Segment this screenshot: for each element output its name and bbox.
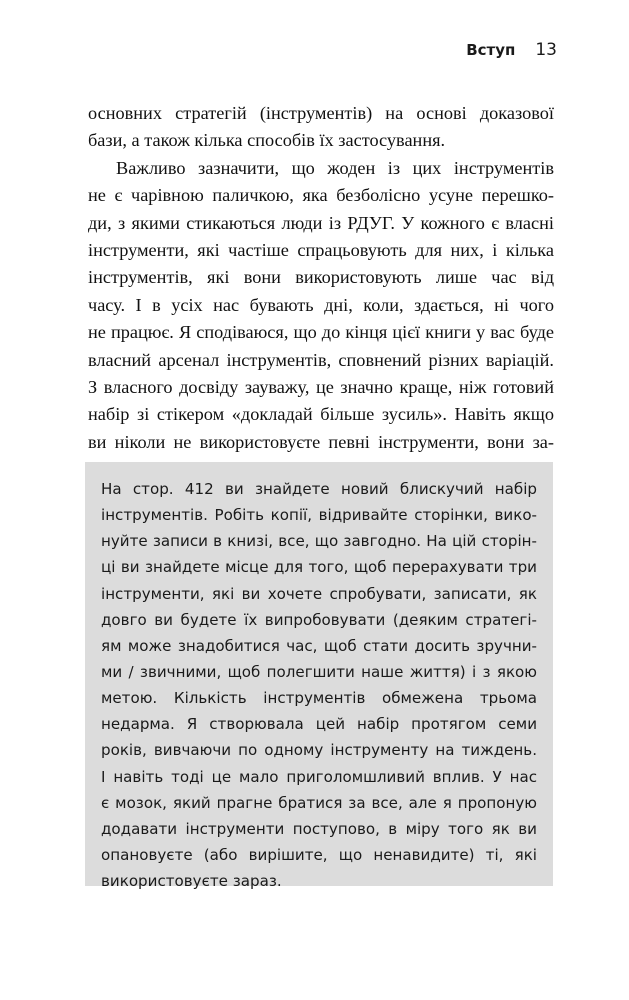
note-line: опановуєте (або вирішите, що ненавидите) ті, які [101,845,537,864]
note-line: довго ви будете їх випробовувати (деяким стратегі- [101,610,537,629]
note-line: використовуєте зараз. [101,872,282,891]
note-line: ми / звичними, щоб полегшити наше життя) і з якою [101,662,537,681]
note-text [101,476,537,894]
note-line: є мозок, який прагне братися за все, але я пропоную [101,793,537,812]
paragraph [88,100,554,155]
text-line: основних стратегій (інструментів) на основі доказової [88,103,554,123]
text-line: не працює. Я сподіваюся, що до кінця цієї книги у вас буде [88,322,554,343]
running-header [466,40,557,60]
text-line: З власного досвіду зауважу, це значно краще, ніж готовий [88,376,554,397]
text-line: ви ніколи не використовуєте певні інструменти, вони за- [88,431,554,452]
paragraph [88,155,554,484]
note-line: додавати інструменти поступово, в міру того як ви [101,819,537,838]
note-line: На стор. 412 ви знайдете новий блискучий набір [101,480,537,498]
note-line: інструментів. Робіть копії, відривайте сторінки, вико- [101,506,537,525]
note-line: інструменти, які ви хочете спробувати, записати, як [101,584,537,603]
note-line: ці ви знайдете місце для того, щоб перерахувати три [101,558,537,577]
note-line: недарма. Я створювала цей набір протягом семи [101,715,537,734]
note-line: І навіть тоді це мало приголомшливий вплив. У нас [101,767,537,786]
text-line: не є чарівною паличкою, яка безболісно усуне перешко- [88,185,554,206]
note-line: років, вивчаючи по одному інструменту на тиждень. [101,741,537,760]
section-title: Вступ [466,41,516,59]
note-line: метою. Кількість інструментів обмежена трьома [101,689,537,708]
text-line: інструментів, які вони використовують лише час від [88,267,554,288]
page-number: 13 [535,40,557,60]
text-line: бази, а також кілька способів їх застосування. [88,130,446,151]
text-line: ди, з якими стикаються люди із РДУГ. У кожного є власні [88,212,554,233]
text-line: часу. І в усіх нас бувають дні, коли, здається, ні чого [88,294,554,315]
text-line: набір зі стікером «докладай більше зусиль». Навіть якщо [88,404,554,425]
text-line: інструменти, які частіше спрацьовують для них, і кілька [88,239,554,260]
body-text [88,100,554,483]
note-line: ям може знадобитися час, щоб стати досить зручни- [101,636,537,655]
text-line: власний арсенал інструментів, сповнений різних варіацій. [88,349,554,370]
note-line: нуйте записи в книзі, все, що завгодно. На цій сторін- [101,532,537,551]
note-box [85,462,553,891]
text-line: Важливо зазначити, що жоден із цих інструментів [116,157,554,178]
